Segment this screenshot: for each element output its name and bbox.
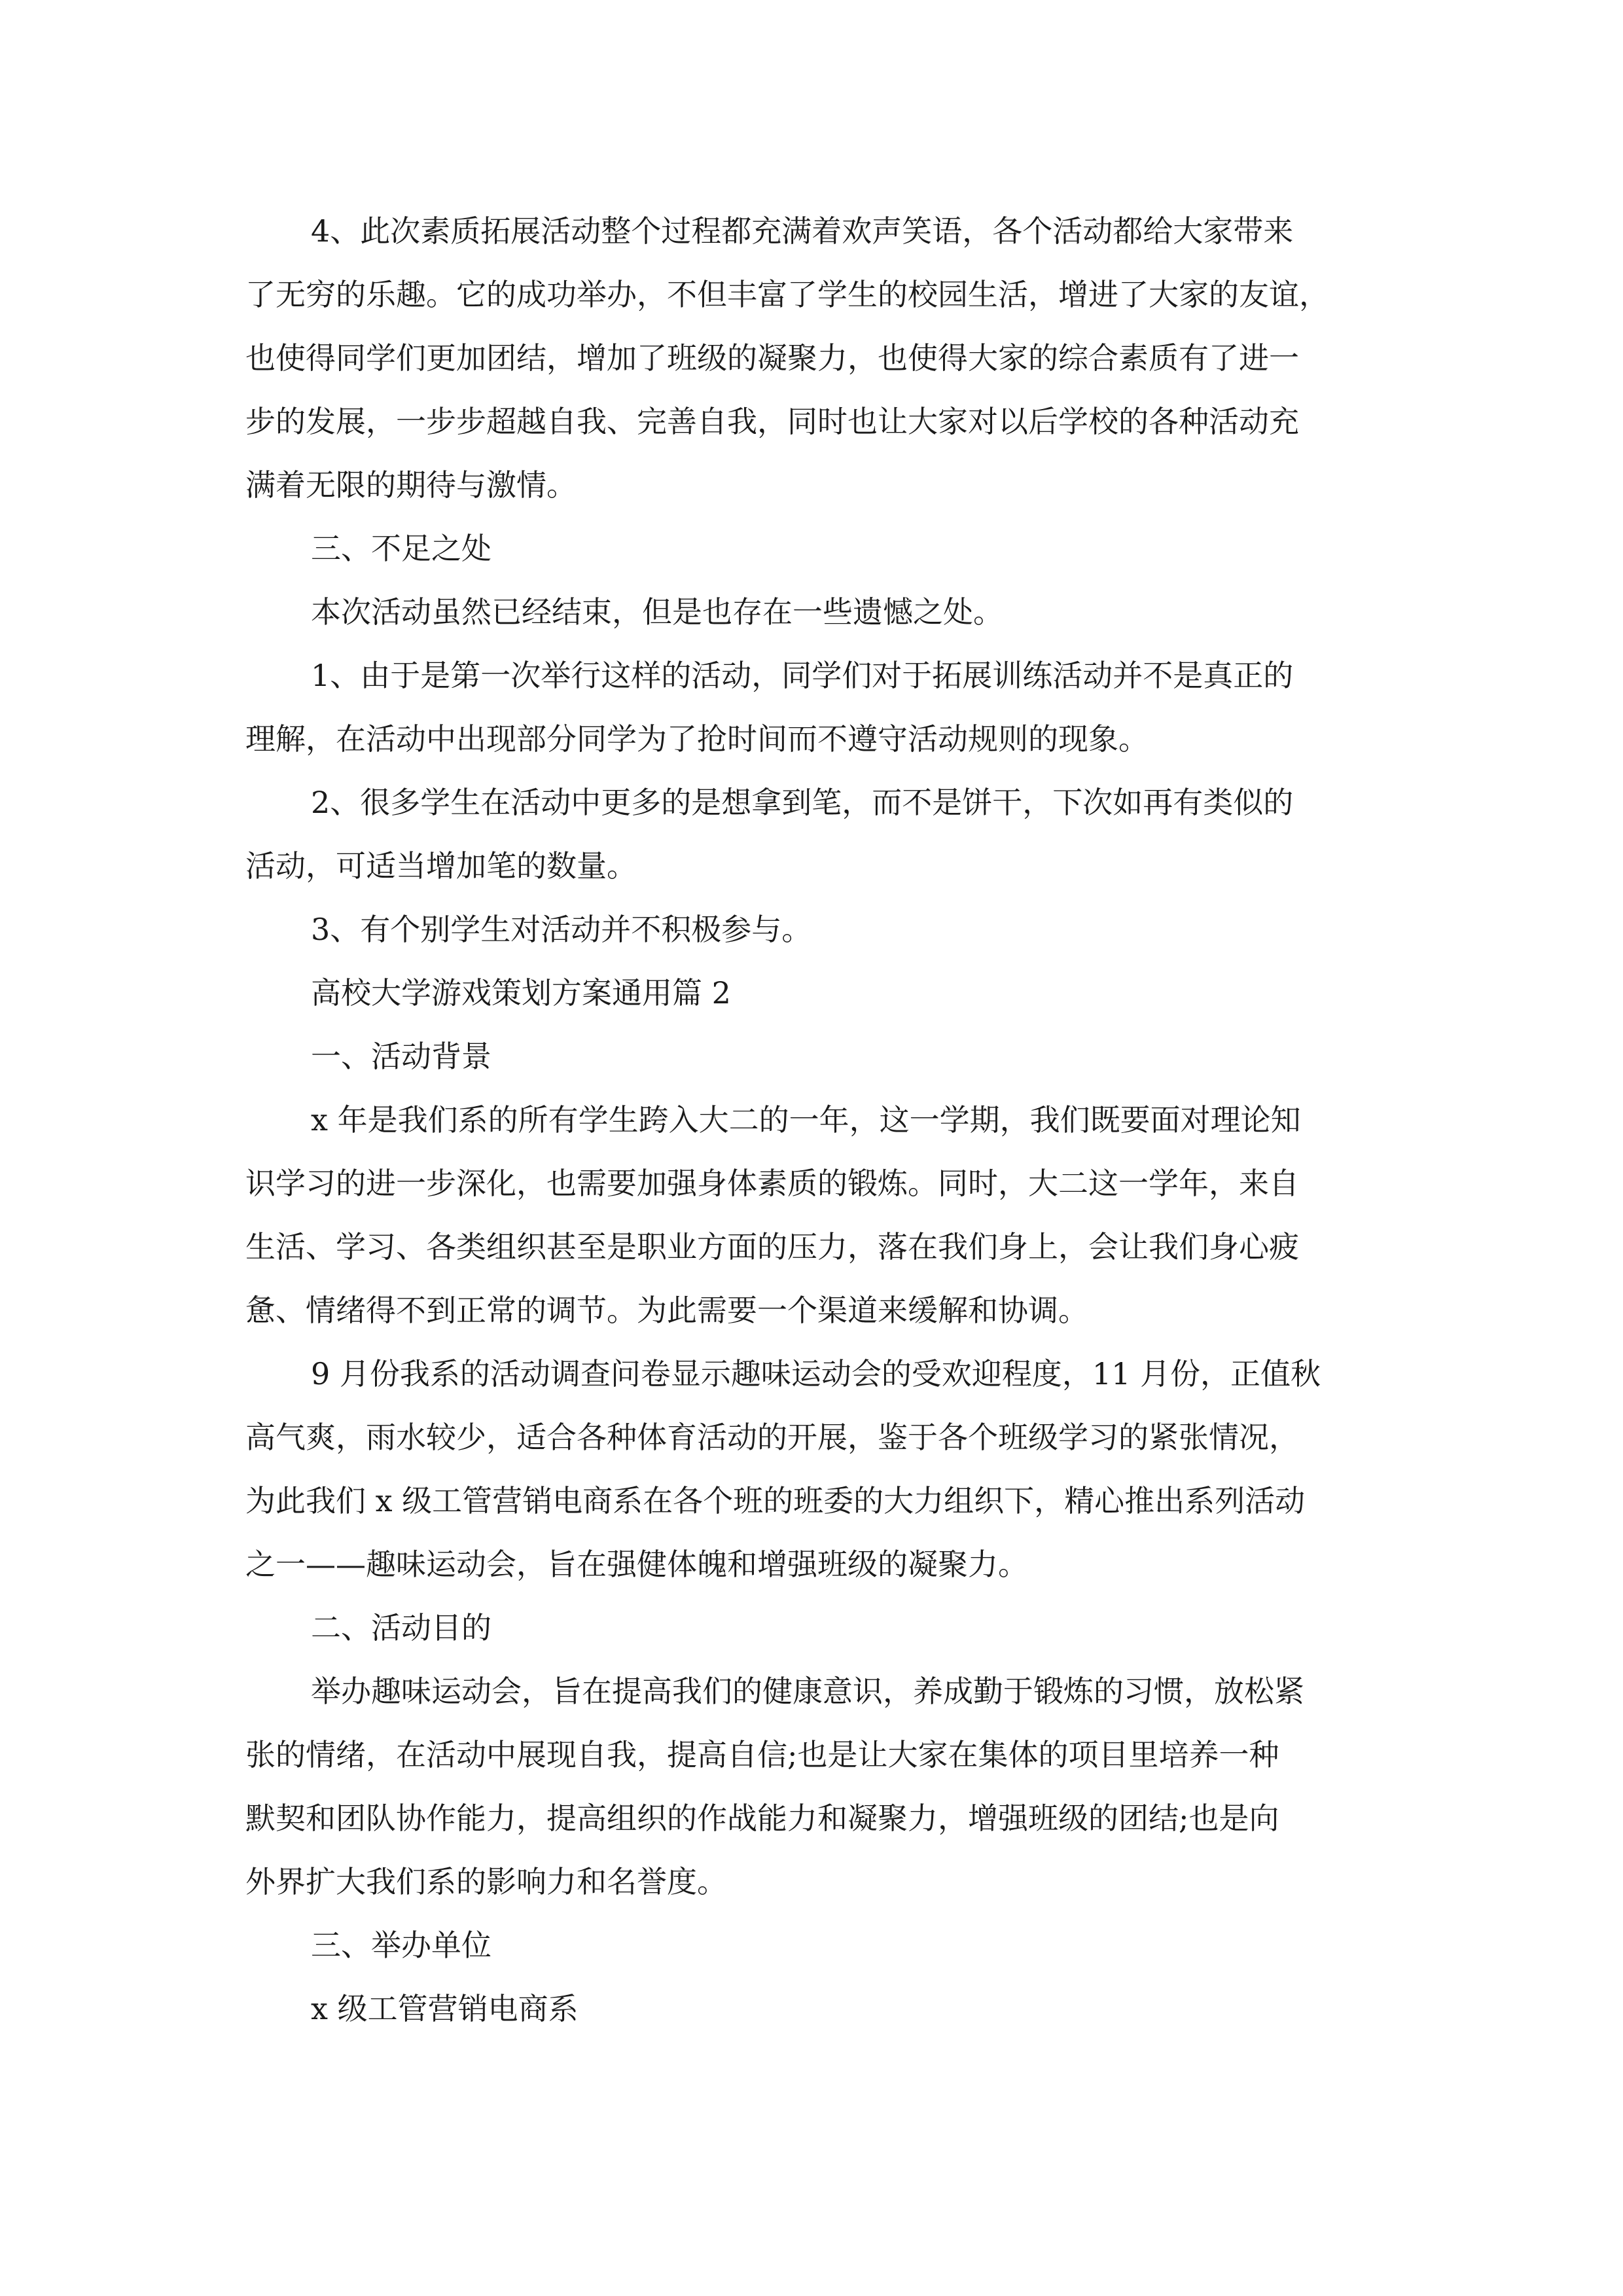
- text-line: x 年是我们系的所有学生跨入大二的一年，这一学期，我们既要面对理论知: [311, 1102, 1301, 1138]
- text-line: 2、很多学生在活动中更多的是想拿到笔，而不是饼干，下次如再有类似的: [311, 785, 1294, 820]
- section-heading: 三、举办单位: [311, 1928, 491, 1963]
- text-line: 默契和团队协作能力，提高组织的作战能力和凝聚力，增强班级的团结;也是向: [245, 1801, 1279, 1836]
- text-line: 4、此次素质拓展活动整个过程都充满着欢声笑语，各个活动都给大家带来: [311, 213, 1294, 249]
- section-heading: 三、不足之处: [311, 531, 491, 566]
- text-line: 高气爽，雨水较少，适合各种体育活动的开展，鉴于各个班级学习的紧张情况，: [245, 1420, 1299, 1455]
- text-line: 步的发展，一步步超越自我、完善自我，同时也让大家对以后学校的各种活动充: [245, 404, 1299, 439]
- text-line: 举办趣味运动会，旨在提高我们的健康意识，养成勤于锻炼的习惯，放松紧: [311, 1674, 1304, 1709]
- text-line: 张的情绪，在活动中展现自我，提高自信;也是让大家在集体的项目里培养一种: [245, 1737, 1279, 1772]
- text-line: 理解，在活动中出现部分同学为了抢时间而不遵守活动规则的现象。: [245, 721, 1149, 757]
- section-heading: 二、活动目的: [311, 1610, 491, 1645]
- text-line: 1、由于是第一次举行这样的活动，同学们对于拓展训练活动并不是真正的: [311, 658, 1294, 693]
- text-line: 生活、学习、各类组织甚至是职业方面的压力，落在我们身上，会让我们身心疲: [245, 1229, 1299, 1265]
- text-line: 了无穷的乐趣。它的成功举办，不但丰富了学生的校园生活，增进了大家的友谊，: [245, 277, 1329, 312]
- text-line: 识学习的进一步深化，也需要加强身体素质的锻炼。同时，大二这一学年，来自: [245, 1166, 1299, 1201]
- text-line: 满着无限的期待与激情。: [245, 467, 577, 503]
- text-line: 3、有个别学生对活动并不积极参与。: [311, 912, 812, 947]
- text-line: 本次活动虽然已经结束，但是也存在一些遗憾之处。: [311, 594, 1003, 630]
- text-line: 之一——趣味运动会，旨在强健体魄和增强班级的凝聚力。: [245, 1547, 1028, 1582]
- section-heading: 一、活动背景: [311, 1039, 491, 1074]
- text-line: 惫、情绪得不到正常的调节。为此需要一个渠道来缓解和协调。: [245, 1293, 1088, 1328]
- text-line: 也使得同学们更加团结，增加了班级的凝聚力，也使得大家的综合素质有了进一: [245, 340, 1299, 376]
- text-line: 为此我们 x 级工管营销电商系在各个班的班委的大力组织下，精心推出系列活动: [245, 1483, 1306, 1518]
- document-body: [245, 200, 1417, 2041]
- text-line: 外界扩大我们系的影响力和名誉度。: [245, 1864, 727, 1899]
- text-line: 活动，可适当增加笔的数量。: [245, 848, 637, 884]
- text-line: x 级工管营销电商系: [311, 1991, 579, 2026]
- text-line: 9 月份我系的活动调查问卷显示趣味运动会的受欢迎程度，11 月份，正值秋: [311, 1356, 1321, 1391]
- article-title: 高校大学游戏策划方案通用篇 2: [311, 975, 731, 1011]
